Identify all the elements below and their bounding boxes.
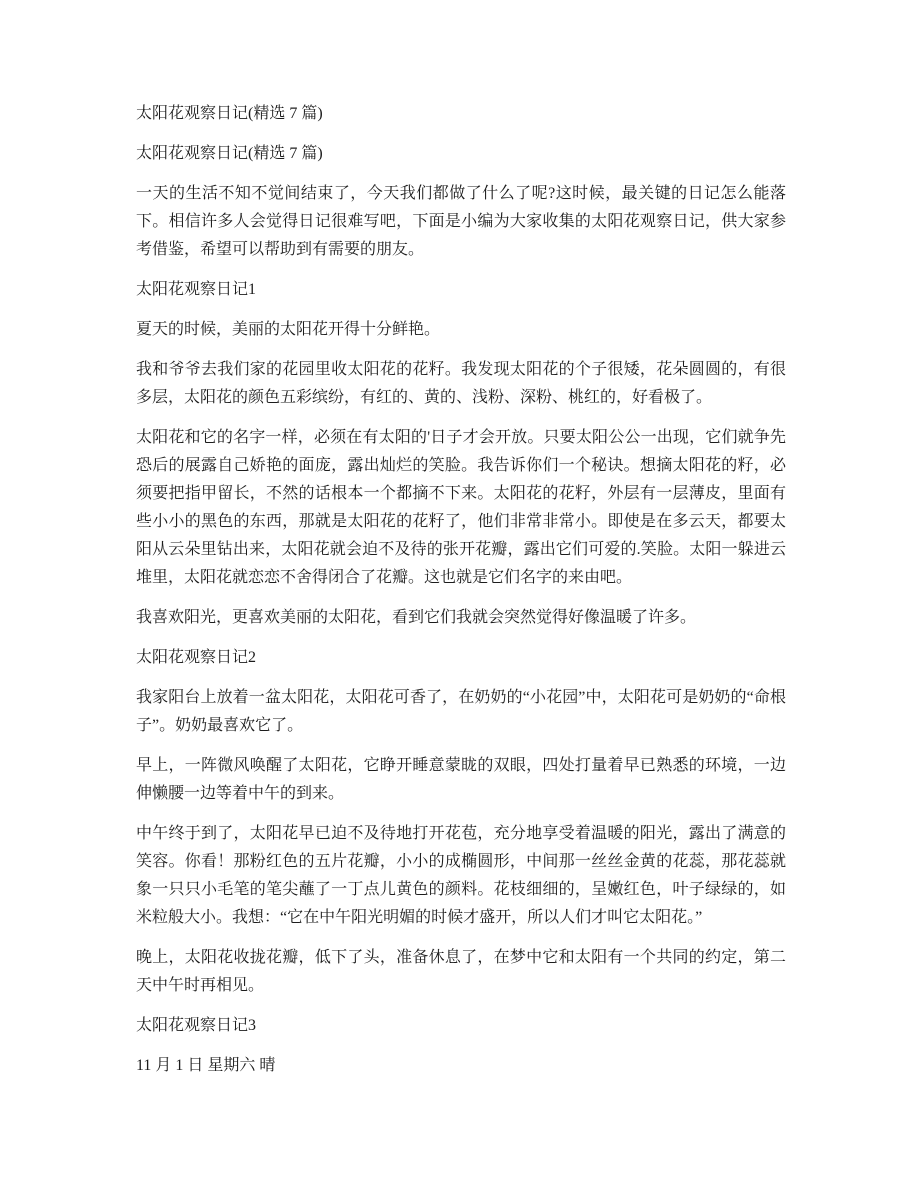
paragraph: 晚上，太阳花收拢花瓣，低下了头，准备休息了，在梦中它和太阳有一个共同的约定，第二天中午时再相见。 [136, 949, 786, 994]
paragraph: 早上，一阵微风唤醒了太阳花，它睁开睡意蒙眬的双眼，四处打量着早已熟悉的环境，一边伸懒腰一边等着中午的到来。 [136, 757, 786, 802]
doc-title: 太阳花观察日记(精选 7 篇) [136, 105, 323, 122]
section-heading-diary-1: 太阳花观察日记1 [136, 281, 257, 298]
paragraph: 我家阳台上放着一盆太阳花，太阳花可香了，在奶奶的“小花园”中，太阳花可是奶奶的“命根子”。奶奶最喜欢它了。 [136, 689, 786, 734]
paragraph: 夏天的时候，美丽的太阳花开得十分鲜艳。 [136, 321, 441, 338]
doc-title-repeat: 太阳花观察日记(精选 7 篇) [136, 145, 323, 162]
date-line: 11 月 1 日 星期六 晴 [136, 1057, 276, 1074]
paragraph: 我和爷爷去我们家的花园里收太阳花的花籽。我发现太阳花的个子很矮，花朵圆圆的，有很多层，太阳花的颜色五彩缤纷，有红的、黄的、浅粉、深粉、桃红的，好看极了。 [136, 361, 786, 406]
section-heading-diary-2: 太阳花观察日记2 [136, 649, 257, 666]
paragraph: 中午终于到了，太阳花早已迫不及待地打开花苞，充分地享受着温暖的阳光，露出了满意的笑容。你看！那粉红色的五片花瓣，小小的成椭圆形，中间那一丝丝金黄的花蕊，那花蕊就象一只只小毛笔的笔尖蘸了一丁点儿黄色的颜料。花枝细细的，呈嫩红色，叶子绿绿的，如米粒般大小。我想：“它在中午阳光明媚的时候才盛开，所以人们才叫它太阳花。” [136, 825, 786, 926]
section-heading-diary-3: 太阳花观察日记3 [136, 1017, 257, 1034]
paragraph: 我喜欢阳光，更喜欢美丽的太阳花，看到它们我就会突然觉得好像温暖了许多。 [136, 609, 697, 626]
intro-paragraph: 一天的生活不知不觉间结束了，今天我们都做了什么了呢?这时候，最关键的日记怎么能落下。相信许多人会觉得日记很难写吧，下面是小编为大家收集的太阳花观察日记，供大家参考借鉴，希望可以帮助到有需要的朋友。 [136, 185, 786, 258]
paragraph: 太阳花和它的名字一样，必须在有太阳的'日子才会开放。只要太阳公公一出现，它们就争先恐后的展露自己娇艳的面庞，露出灿烂的笑脸。我告诉你们一个秘诀。想摘太阳花的籽，必须要把指甲留长，不然的话根本一个都摘不下来。太阳花的花籽，外层有一层薄皮，里面有些小小的黑色的东西，那就是太阳花的花籽了，他们非常非常小。即使是在多云天，都要太阳从云朵里钻出来，太阳花就会迫不及待的张开花瓣，露出它们可爱的.笑脸。太阳一躲进云堆里，太阳花就恋恋不舍得闭合了花瓣。这也就是它们名字的来由吧。 [136, 429, 786, 586]
